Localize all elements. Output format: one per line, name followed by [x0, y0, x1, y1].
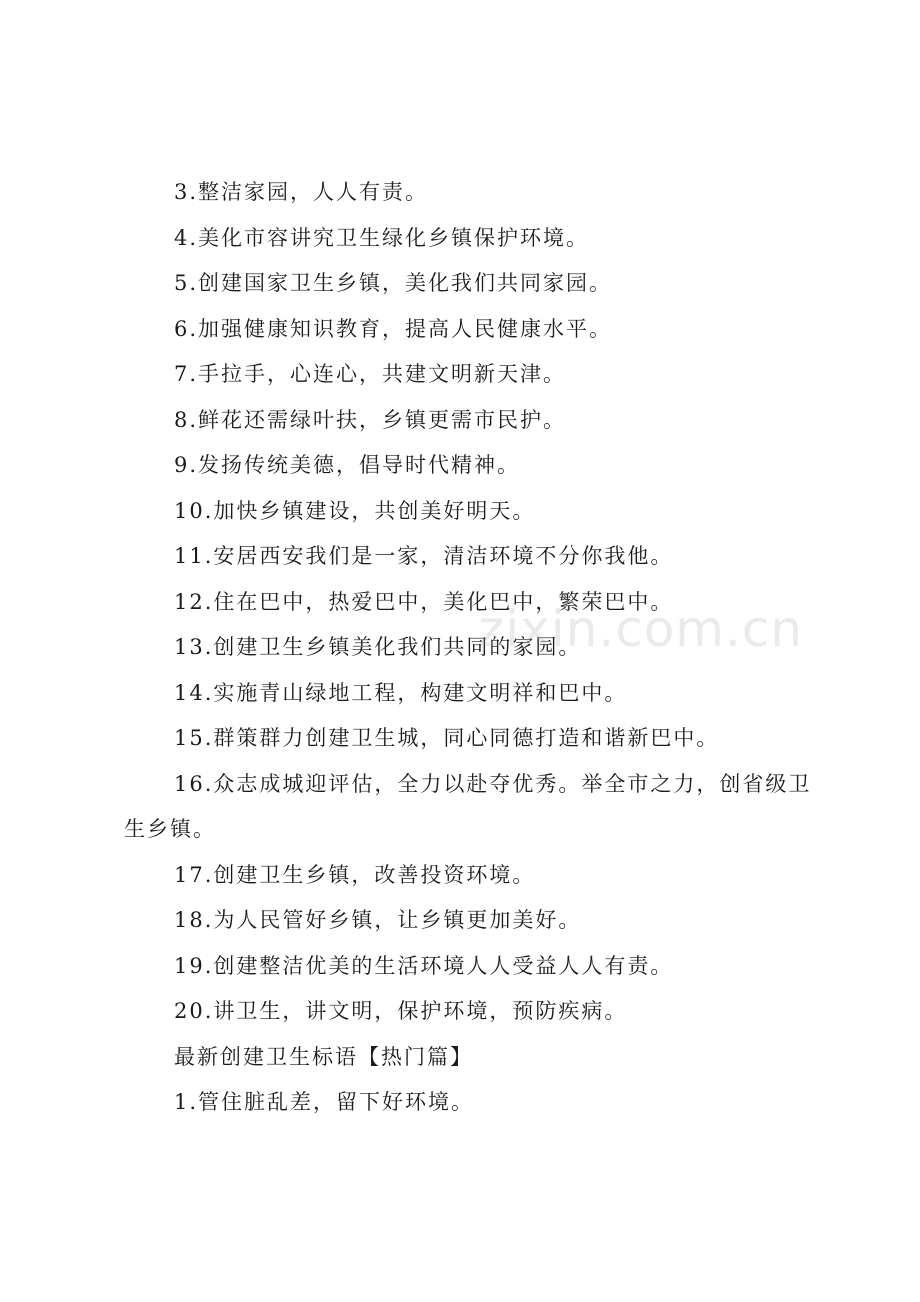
paragraph: 20.讲卫生，讲文明，保护环境，预防疾病。 [174, 999, 628, 1023]
paragraph: 15.群策群力创建卫生城，同心同德打造和谐新巴中。 [174, 726, 720, 750]
paragraph: 8.鲜花还需绿叶扶，乡镇更需市民护。 [174, 407, 567, 432]
paragraph: 14.实施青山绿地工程，构建文明祥和巴中。 [174, 680, 628, 705]
paragraph: 16.众志成城迎评估，全力以赴夺优秀。举全市之力，创省级卫生乡镇。 [124, 771, 812, 841]
paragraph: 5.创建国家卫生乡镇，美化我们共同家园。 [174, 271, 613, 295]
paragraph: 6.加强健康知识教育，提高人民健康水平。 [174, 316, 613, 341]
watermark-text: zixin.com.cn [478, 600, 804, 658]
paragraph: 3.整洁家园，人人有责。 [174, 180, 429, 204]
paragraph: 13.创建卫生乡镇美化我们共同的家园。 [174, 635, 582, 659]
paragraph: 7.手拉手，心连心，共建文明新天津。 [174, 362, 567, 386]
paragraph: 1.管住脏乱差，留下好环境。 [174, 1090, 475, 1114]
paragraph: 10.加快乡镇建设，共创美好明天。 [174, 498, 536, 523]
section-heading: 最新创建卫生标语【热门篇】 [174, 1044, 473, 1069]
paragraph: 19.创建整洁优美的生活环境人人受益人人有责。 [174, 953, 674, 978]
paragraph: 18.为人民管好乡镇，让乡镇更加美好。 [174, 908, 582, 932]
paragraph: 17.创建卫生乡镇，改善投资环境。 [174, 862, 536, 887]
paragraph: 11.安居西安我们是一家，清洁环境不分你我他。 [174, 544, 674, 568]
paragraph: 4.美化市容讲究卫生绿化乡镇保护环境。 [174, 225, 590, 250]
paragraph: 12.住在巴中，热爱巴中，美化巴中，繁荣巴中。 [174, 589, 674, 614]
paragraph: 9.发扬传统美德，倡导时代精神。 [174, 453, 521, 477]
document-body [124, 170, 814, 1126]
